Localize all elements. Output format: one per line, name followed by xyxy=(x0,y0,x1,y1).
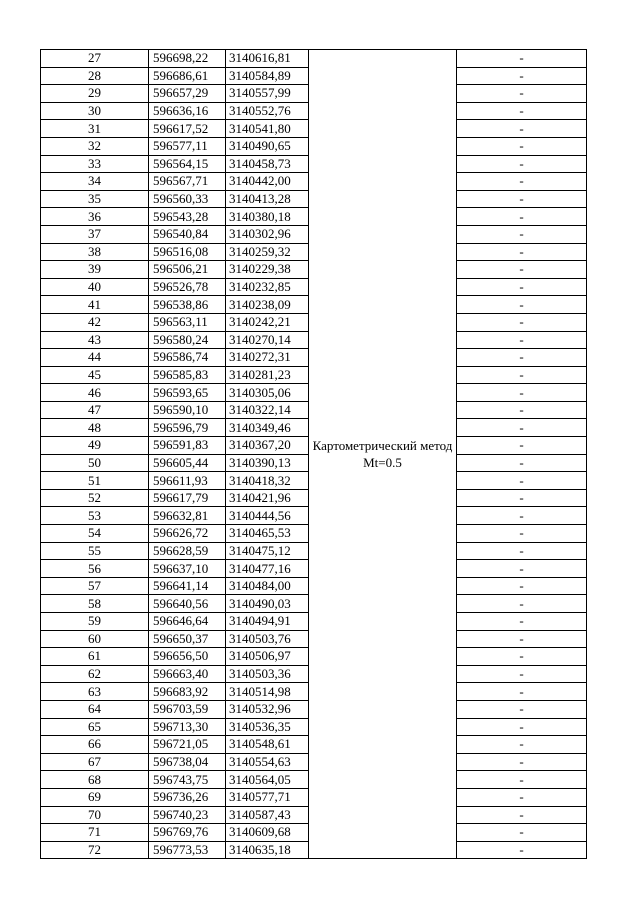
coordinates-table xyxy=(40,49,587,859)
accuracy-value-cell: - xyxy=(457,613,587,631)
y-coordinate-cell: 3140302,96 xyxy=(226,225,309,243)
accuracy-value-cell: - xyxy=(457,67,587,85)
point-number-cell: 53 xyxy=(41,507,149,525)
y-coordinate-cell: 3140390,13 xyxy=(226,454,309,472)
point-number-cell: 28 xyxy=(41,67,149,85)
point-number-cell: 43 xyxy=(41,331,149,349)
point-number-cell: 29 xyxy=(41,85,149,103)
accuracy-value-cell: - xyxy=(457,102,587,120)
accuracy-value-cell: - xyxy=(457,841,587,859)
accuracy-value-cell: - xyxy=(457,525,587,543)
accuracy-value-cell: - xyxy=(457,700,587,718)
y-coordinate-cell: 3140477,16 xyxy=(226,560,309,578)
x-coordinate-cell: 596740,23 xyxy=(149,806,226,824)
accuracy-value-cell: - xyxy=(457,225,587,243)
point-number-cell: 36 xyxy=(41,208,149,226)
x-coordinate-cell: 596560,33 xyxy=(149,190,226,208)
point-number-cell: 37 xyxy=(41,225,149,243)
x-coordinate-cell: 596657,29 xyxy=(149,85,226,103)
x-coordinate-cell: 596686,61 xyxy=(149,67,226,85)
point-number-cell: 54 xyxy=(41,525,149,543)
y-coordinate-cell: 3140242,21 xyxy=(226,313,309,331)
y-coordinate-cell: 3140506,97 xyxy=(226,648,309,666)
x-coordinate-cell: 596636,16 xyxy=(149,102,226,120)
y-coordinate-cell: 3140421,96 xyxy=(226,489,309,507)
point-number-cell: 56 xyxy=(41,560,149,578)
x-coordinate-cell: 596540,84 xyxy=(149,225,226,243)
point-number-cell: 52 xyxy=(41,489,149,507)
x-coordinate-cell: 596526,78 xyxy=(149,278,226,296)
accuracy-value-cell: - xyxy=(457,261,587,279)
point-number-cell: 27 xyxy=(41,50,149,68)
x-coordinate-cell: 596593,65 xyxy=(149,384,226,402)
point-number-cell: 60 xyxy=(41,630,149,648)
accuracy-value-cell: - xyxy=(457,137,587,155)
y-coordinate-cell: 3140442,00 xyxy=(226,173,309,191)
x-coordinate-cell: 596769,76 xyxy=(149,824,226,842)
point-number-cell: 59 xyxy=(41,613,149,631)
point-number-cell: 58 xyxy=(41,595,149,613)
accuracy-value-cell: - xyxy=(457,85,587,103)
y-coordinate-cell: 3140503,76 xyxy=(226,630,309,648)
y-coordinate-cell: 3140238,09 xyxy=(226,296,309,314)
y-coordinate-cell: 3140584,89 xyxy=(226,67,309,85)
y-coordinate-cell: 3140322,14 xyxy=(226,401,309,419)
coordinates-table-body xyxy=(41,50,587,859)
x-coordinate-cell: 596738,04 xyxy=(149,753,226,771)
point-number-cell: 38 xyxy=(41,243,149,261)
accuracy-value-cell: - xyxy=(457,542,587,560)
x-coordinate-cell: 596721,05 xyxy=(149,736,226,754)
y-coordinate-cell: 3140587,43 xyxy=(226,806,309,824)
x-coordinate-cell: 596650,37 xyxy=(149,630,226,648)
point-number-cell: 31 xyxy=(41,120,149,138)
accuracy-value-cell: - xyxy=(457,454,587,472)
y-coordinate-cell: 3140349,46 xyxy=(226,419,309,437)
accuracy-value-cell: - xyxy=(457,560,587,578)
y-coordinate-cell: 3140552,76 xyxy=(226,102,309,120)
x-coordinate-cell: 596585,83 xyxy=(149,366,226,384)
accuracy-value-cell: - xyxy=(457,683,587,701)
accuracy-value-cell: - xyxy=(457,50,587,68)
point-number-cell: 50 xyxy=(41,454,149,472)
y-coordinate-cell: 3140490,65 xyxy=(226,137,309,155)
point-number-cell: 70 xyxy=(41,806,149,824)
y-coordinate-cell: 3140281,23 xyxy=(226,366,309,384)
y-coordinate-cell: 3140564,05 xyxy=(226,771,309,789)
point-number-cell: 57 xyxy=(41,577,149,595)
accuracy-value-cell: - xyxy=(457,824,587,842)
x-coordinate-cell: 596640,56 xyxy=(149,595,226,613)
accuracy-value-cell: - xyxy=(457,296,587,314)
y-coordinate-cell: 3140475,12 xyxy=(226,542,309,560)
accuracy-value-cell: - xyxy=(457,173,587,191)
x-coordinate-cell: 596564,15 xyxy=(149,155,226,173)
x-coordinate-cell: 596611,93 xyxy=(149,472,226,490)
y-coordinate-cell: 3140514,98 xyxy=(226,683,309,701)
point-number-cell: 65 xyxy=(41,718,149,736)
accuracy-value-cell: - xyxy=(457,489,587,507)
point-number-cell: 71 xyxy=(41,824,149,842)
x-coordinate-cell: 596683,92 xyxy=(149,683,226,701)
x-coordinate-cell: 596773,53 xyxy=(149,841,226,859)
x-coordinate-cell: 596637,10 xyxy=(149,560,226,578)
x-coordinate-cell: 596596,79 xyxy=(149,419,226,437)
y-coordinate-cell: 3140490,03 xyxy=(226,595,309,613)
x-coordinate-cell: 596516,08 xyxy=(149,243,226,261)
y-coordinate-cell: 3140541,80 xyxy=(226,120,309,138)
accuracy-value-cell: - xyxy=(457,595,587,613)
x-coordinate-cell: 596743,75 xyxy=(149,771,226,789)
point-number-cell: 45 xyxy=(41,366,149,384)
x-coordinate-cell: 596577,11 xyxy=(149,137,226,155)
point-number-cell: 55 xyxy=(41,542,149,560)
y-coordinate-cell: 3140458,73 xyxy=(226,155,309,173)
y-coordinate-cell: 3140484,00 xyxy=(226,577,309,595)
point-number-cell: 44 xyxy=(41,349,149,367)
accuracy-value-cell: - xyxy=(457,349,587,367)
y-coordinate-cell: 3140305,06 xyxy=(226,384,309,402)
point-number-cell: 46 xyxy=(41,384,149,402)
point-number-cell: 35 xyxy=(41,190,149,208)
x-coordinate-cell: 596506,21 xyxy=(149,261,226,279)
x-coordinate-cell: 596563,11 xyxy=(149,313,226,331)
accuracy-value-cell: - xyxy=(457,313,587,331)
y-coordinate-cell: 3140229,38 xyxy=(226,261,309,279)
accuracy-value-cell: - xyxy=(457,190,587,208)
point-number-cell: 66 xyxy=(41,736,149,754)
x-coordinate-cell: 596617,52 xyxy=(149,120,226,138)
accuracy-value-cell: - xyxy=(457,384,587,402)
y-coordinate-cell: 3140232,85 xyxy=(226,278,309,296)
y-coordinate-cell: 3140536,35 xyxy=(226,718,309,736)
point-number-cell: 48 xyxy=(41,419,149,437)
x-coordinate-cell: 596656,50 xyxy=(149,648,226,666)
point-number-cell: 67 xyxy=(41,753,149,771)
x-coordinate-cell: 596736,26 xyxy=(149,788,226,806)
x-coordinate-cell: 596591,83 xyxy=(149,437,226,455)
accuracy-value-cell: - xyxy=(457,278,587,296)
y-coordinate-cell: 3140557,99 xyxy=(226,85,309,103)
point-number-cell: 34 xyxy=(41,173,149,191)
y-coordinate-cell: 3140609,68 xyxy=(226,824,309,842)
accuracy-value-cell: - xyxy=(457,736,587,754)
accuracy-value-cell: - xyxy=(457,472,587,490)
y-coordinate-cell: 3140418,32 xyxy=(226,472,309,490)
accuracy-value-cell: - xyxy=(457,507,587,525)
y-coordinate-cell: 3140444,56 xyxy=(226,507,309,525)
accuracy-value-cell: - xyxy=(457,753,587,771)
point-number-cell: 49 xyxy=(41,437,149,455)
y-coordinate-cell: 3140272,31 xyxy=(226,349,309,367)
x-coordinate-cell: 596632,81 xyxy=(149,507,226,525)
point-number-cell: 64 xyxy=(41,700,149,718)
accuracy-value-cell: - xyxy=(457,120,587,138)
x-coordinate-cell: 596567,71 xyxy=(149,173,226,191)
y-coordinate-cell: 3140259,32 xyxy=(226,243,309,261)
x-coordinate-cell: 596543,28 xyxy=(149,208,226,226)
point-number-cell: 69 xyxy=(41,788,149,806)
accuracy-value-cell: - xyxy=(457,419,587,437)
y-coordinate-cell: 3140577,71 xyxy=(226,788,309,806)
y-coordinate-cell: 3140465,53 xyxy=(226,525,309,543)
y-coordinate-cell: 3140494,91 xyxy=(226,613,309,631)
method-description-cell: Картометрический метод Mt=0.5 xyxy=(309,50,457,859)
x-coordinate-cell: 596713,30 xyxy=(149,718,226,736)
x-coordinate-cell: 596698,22 xyxy=(149,50,226,68)
x-coordinate-cell: 596617,79 xyxy=(149,489,226,507)
x-coordinate-cell: 596703,59 xyxy=(149,700,226,718)
x-coordinate-cell: 596626,72 xyxy=(149,525,226,543)
accuracy-value-cell: - xyxy=(457,331,587,349)
accuracy-value-cell: - xyxy=(457,243,587,261)
point-number-cell: 39 xyxy=(41,261,149,279)
point-number-cell: 42 xyxy=(41,313,149,331)
y-coordinate-cell: 3140380,18 xyxy=(226,208,309,226)
accuracy-value-cell: - xyxy=(457,665,587,683)
accuracy-value-cell: - xyxy=(457,155,587,173)
x-coordinate-cell: 596590,10 xyxy=(149,401,226,419)
accuracy-value-cell: - xyxy=(457,771,587,789)
accuracy-value-cell: - xyxy=(457,718,587,736)
point-number-cell: 32 xyxy=(41,137,149,155)
accuracy-value-cell: - xyxy=(457,366,587,384)
x-coordinate-cell: 596605,44 xyxy=(149,454,226,472)
point-number-cell: 30 xyxy=(41,102,149,120)
point-number-cell: 68 xyxy=(41,771,149,789)
point-number-cell: 63 xyxy=(41,683,149,701)
y-coordinate-cell: 3140635,18 xyxy=(226,841,309,859)
x-coordinate-cell: 596580,24 xyxy=(149,331,226,349)
x-coordinate-cell: 596663,40 xyxy=(149,665,226,683)
x-coordinate-cell: 596641,14 xyxy=(149,577,226,595)
point-number-cell: 41 xyxy=(41,296,149,314)
point-number-cell: 47 xyxy=(41,401,149,419)
y-coordinate-cell: 3140503,36 xyxy=(226,665,309,683)
accuracy-value-cell: - xyxy=(457,788,587,806)
x-coordinate-cell: 596538,86 xyxy=(149,296,226,314)
accuracy-value-cell: - xyxy=(457,208,587,226)
y-coordinate-cell: 3140532,96 xyxy=(226,700,309,718)
point-number-cell: 40 xyxy=(41,278,149,296)
x-coordinate-cell: 596646,64 xyxy=(149,613,226,631)
point-number-cell: 51 xyxy=(41,472,149,490)
point-number-cell: 72 xyxy=(41,841,149,859)
accuracy-value-cell: - xyxy=(457,401,587,419)
x-coordinate-cell: 596628,59 xyxy=(149,542,226,560)
point-number-cell: 62 xyxy=(41,665,149,683)
y-coordinate-cell: 3140554,63 xyxy=(226,753,309,771)
y-coordinate-cell: 3140367,20 xyxy=(226,437,309,455)
x-coordinate-cell: 596586,74 xyxy=(149,349,226,367)
point-number-cell: 61 xyxy=(41,648,149,666)
accuracy-value-cell: - xyxy=(457,577,587,595)
y-coordinate-cell: 3140616,81 xyxy=(226,50,309,68)
accuracy-value-cell: - xyxy=(457,648,587,666)
point-number-cell: 33 xyxy=(41,155,149,173)
accuracy-value-cell: - xyxy=(457,630,587,648)
y-coordinate-cell: 3140548,61 xyxy=(226,736,309,754)
accuracy-value-cell: - xyxy=(457,806,587,824)
y-coordinate-cell: 3140413,28 xyxy=(226,190,309,208)
table-row xyxy=(41,50,587,68)
y-coordinate-cell: 3140270,14 xyxy=(226,331,309,349)
accuracy-value-cell: - xyxy=(457,437,587,455)
